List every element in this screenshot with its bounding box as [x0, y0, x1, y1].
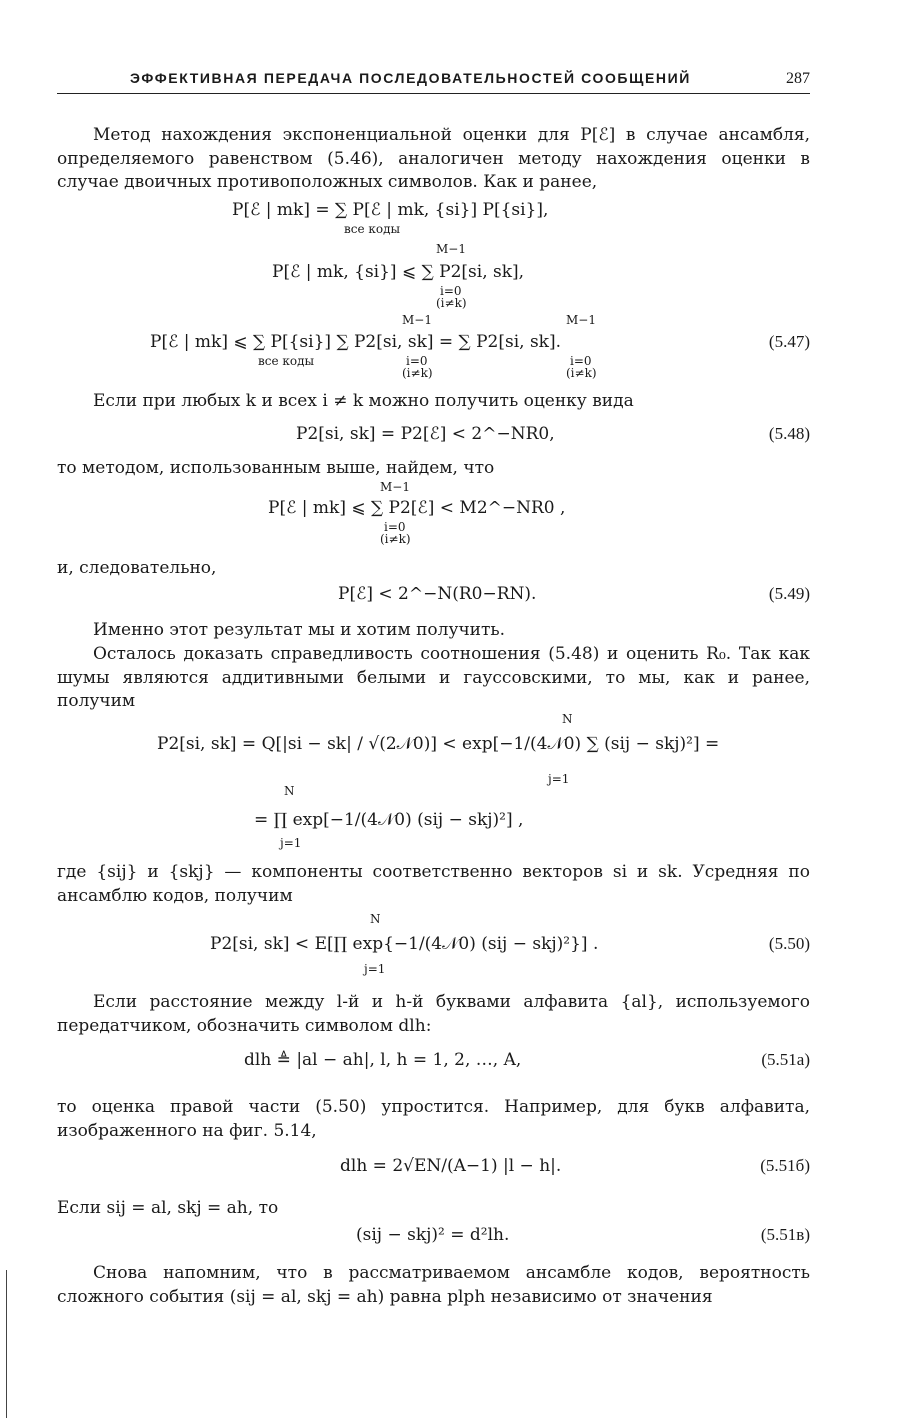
running-header	[130, 70, 810, 86]
limit-N-2: N	[284, 784, 295, 798]
equation-549: P[ℰ] < 2^−N(R0−RN).	[338, 584, 537, 604]
limit-top-1: M−1	[436, 242, 466, 256]
paragraph-10: Если sij = al, skj = ah, то	[57, 1198, 279, 1218]
equation-number-550: (5.50)	[768, 934, 810, 953]
limit-i0-4: i=0	[384, 520, 406, 534]
paragraph-6: Осталось доказать справедливость соотношения (5.48) и оценить R₀. Так как шумы являются аддитивными белыми и гауссовскими, то мы, как и ранее, получим	[57, 644, 810, 711]
equation-551a: dlh ≜ |al − ah|, l, h = 1, 2, …, A,	[244, 1050, 522, 1070]
equation-number-551a: (5.51а)	[761, 1050, 810, 1069]
paragraph-9: то оценка правой части (5.50) упростится. Например, для букв алфавита, изображенного на фиг. 5.14,	[57, 1097, 810, 1141]
equation-550: P2[si, sk] < E[∏ exp{−1/(4𝒩0) (sij − skj)²}] .	[210, 934, 599, 954]
limit-N-3: N	[370, 912, 381, 926]
equation-number-548: (5.48)	[768, 424, 810, 443]
equation-number-549: (5.49)	[768, 584, 810, 603]
paragraph-4: и, следовательно,	[57, 558, 217, 578]
header-rule	[57, 93, 810, 94]
equation-1-under: все коды	[344, 222, 401, 236]
limit-i0-2: i=0	[406, 354, 428, 368]
equation-mid: P[ℰ | mk] ⩽ ∑ P2[ℰ] < M2^−NR0 ,	[268, 498, 566, 518]
limit-ik-4: (i≠k)	[380, 532, 411, 546]
limit-ik-1: (i≠k)	[436, 296, 467, 310]
paragraph-3: то методом, использованным выше, найдем, что	[57, 458, 495, 478]
page-number: 287	[786, 70, 810, 87]
limit-i0-3: i=0	[570, 354, 592, 368]
limit-N-1: N	[562, 712, 573, 726]
limit-top-2: M−1	[402, 313, 432, 327]
limit-top-3: M−1	[566, 313, 596, 327]
paragraph-7: где {sij} и {skj} — компоненты соответственно векторов si и sk. Усредняя по ансамблю кодов, получим	[57, 862, 810, 906]
equation-number-547: (5.47)	[768, 332, 810, 351]
scan-edge-line	[6, 1270, 7, 1418]
equation-q2: = ∏ exp[−1/(4𝒩0) (sij − skj)²] ,	[254, 810, 524, 830]
paragraph-2: Если при любых k и всех i ≠ k можно получить оценку вида	[93, 391, 634, 411]
paragraph-11: Снова напомним, что в рассматриваемом ансамбле кодов, вероятность сложного события (sij = al, skj = ah) равна plph независимо от значения	[57, 1263, 810, 1307]
equation-548: P2[si, sk] = P2[ℰ] < 2^−NR0,	[296, 424, 555, 444]
limit-j1-2: j=1	[280, 836, 302, 850]
running-title: ЭФФЕКТИВНАЯ ПЕРЕДАЧА ПОСЛЕДОВАТЕЛЬНОСТЕЙ СООБЩЕНИЙ	[130, 70, 691, 86]
equation-number-551b: (5.51б)	[760, 1156, 810, 1175]
limit-ik-3: (i≠k)	[566, 366, 597, 380]
limit-i0-1: i=0	[440, 284, 462, 298]
paragraph-5: Именно этот результат мы и хотим получить.	[93, 620, 506, 640]
equation-q1: P2[si, sk] = Q[|si − sk| / √(2𝒩0)] < exp[−1/(4𝒩0) ∑ (sij − skj)²] =	[157, 734, 720, 754]
paragraph-1: Метод нахождения экспоненциальной оценки для P[ℰ] в случае ансамбля, определяемого равенством (5.46), аналогичен методу нахождения оценки в случае двоичных противоположных символов. Как и ранее,	[57, 125, 810, 192]
equation-551b: dlh = 2√EN/(A−1) |l − h|.	[340, 1156, 562, 1176]
equation-number-551c: (5.51в)	[760, 1225, 810, 1244]
limit-ik-2: (i≠k)	[402, 366, 433, 380]
paragraph-8: Если расстояние между l-й и h-й буквами алфавита {al}, используемого передатчиком, обозначить символом dlh:	[57, 992, 810, 1036]
equation-3: P[ℰ | mk] ⩽ ∑ P[{si}] ∑ P2[si, sk] = ∑ P2[si, sk].	[150, 332, 562, 352]
equation-551c: (sij − skj)² = d²lh.	[356, 1225, 510, 1245]
equation-3-under: все коды	[258, 354, 315, 368]
limit-j1-3: j=1	[364, 962, 386, 976]
equation-1: P[ℰ | mk] = ∑ P[ℰ | mk, {si}] P[{si}],	[232, 200, 549, 220]
limit-j1-1: j=1	[548, 772, 570, 786]
limit-top-4: M−1	[380, 480, 410, 494]
equation-2: P[ℰ | mk, {si}] ⩽ ∑ P2[si, sk],	[272, 262, 525, 282]
